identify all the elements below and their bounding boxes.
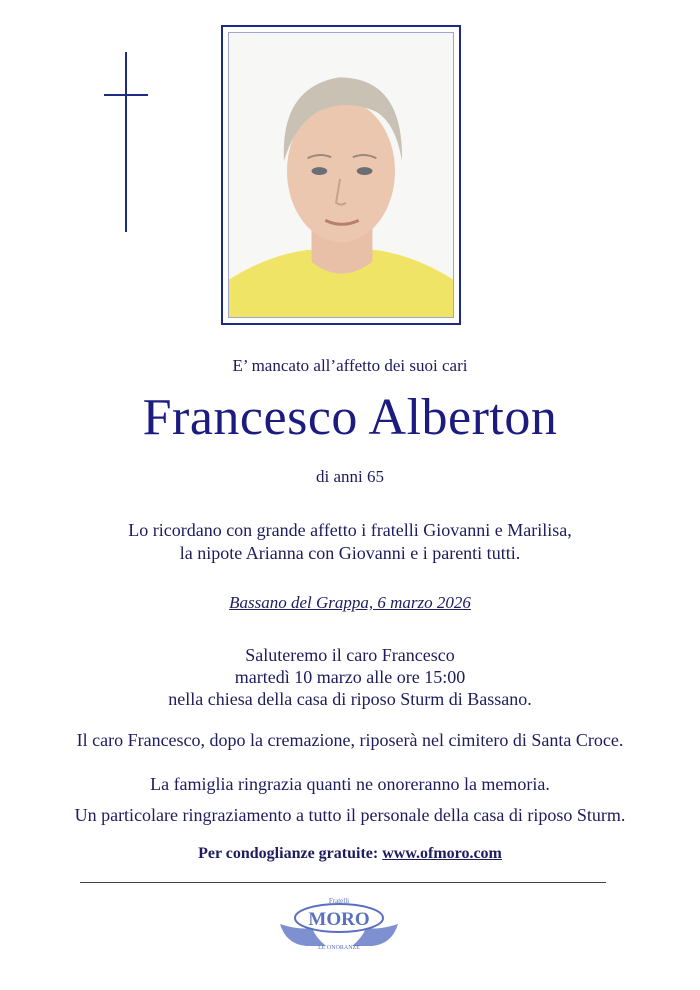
family-remembrance (0, 519, 700, 565)
remembrance-line: Lo ricordano con grande affetto i fratelli Giovanni e Marilisa, (128, 520, 572, 540)
logo-bottom-text: LE ONORANZE (318, 945, 360, 951)
condolence-line (0, 845, 700, 863)
remembrance-line: la nipote Arianna con Giovanni e i parenti tutti. (179, 543, 521, 563)
portrait-frame (221, 25, 461, 325)
divider (80, 882, 606, 883)
place-date (0, 593, 700, 613)
deceased-name: Francesco Alberton (142, 389, 558, 446)
portrait-photo (228, 32, 454, 318)
cremation-text: Il caro Francesco, dopo la cremazione, riposerà nel cimitero di Santa Croce. (76, 730, 624, 750)
family-thanks: La famiglia ringrazia quanti ne onoreranno la memoria. (150, 774, 550, 794)
funeral-home-logo (276, 894, 402, 954)
logo-top-text: Fratelli (328, 897, 350, 905)
age-text: di anni 65 (316, 467, 384, 486)
staff-thanks: Un particolare ringraziamento a tutto il personale della casa di riposo Sturm. (74, 805, 626, 825)
funeral-line: nella chiesa della casa di riposo Sturm di Bassano. (168, 689, 532, 709)
condolence-link[interactable]: www.ofmoro.com (382, 845, 502, 862)
cross-icon (104, 52, 148, 232)
intro-text: E’ mancato all’affetto dei suoi cari (232, 356, 468, 375)
logo-main-text: MORO (308, 909, 370, 930)
place-date-text: Bassano del Grappa, 6 marzo 2026 (229, 593, 471, 612)
funeral-info (0, 644, 700, 710)
funeral-line: Saluteremo il caro Francesco (245, 645, 455, 665)
funeral-line: martedì 10 marzo alle ore 15:00 (234, 667, 466, 687)
condolence-label: Per condoglianze gratuite: (198, 845, 379, 862)
